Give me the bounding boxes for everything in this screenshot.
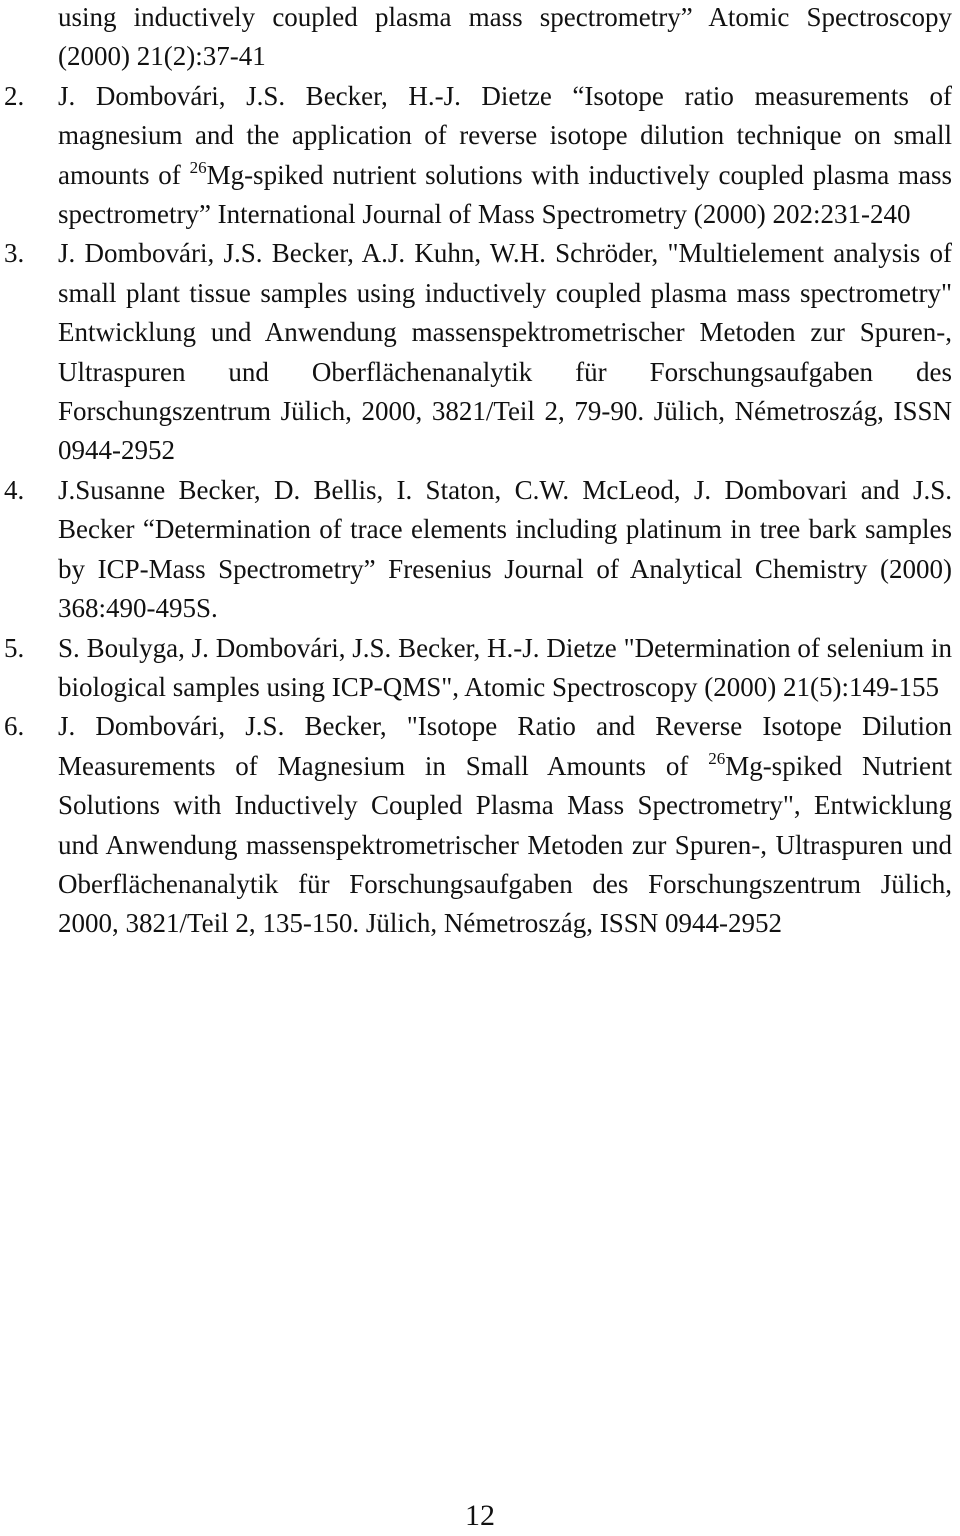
reference-number: 3. <box>4 238 25 269</box>
reference-text-end: Mg-spiked Nutrient Solutions with Inductively Coupled Plasma Mass Spectrometry", Entwicklung und Anwendung massenspektrometrischer Metoden zur Spuren-, Ultraspuren und Oberflächenanalytik für Forschungsaufgaben des Forschungszentrum Jülich, 2000, 3821/Teil 2, 135-150. Jülich, Németroszág, ISSN 0944-2952 <box>58 750 952 939</box>
reference-text-start: J. Dombovári, J.S. Becker, "Isotope Ratio and Reverse Isotope Dilution Measurements of Magnesium in Small Amounts of <box>58 711 952 781</box>
reference-number: 6. <box>4 711 25 742</box>
reference-text: using inductively coupled plasma mass spectrometry” Atomic Spectroscopy (2000) 21(2):37-41 <box>58 2 952 72</box>
reference-number: 5. <box>4 632 25 663</box>
reference-text-end: Mg-spiked nutrient solutions with inductively coupled plasma mass spectrometry” International Journal of Mass Spectrometry (2000) 202:231-240 <box>58 159 952 230</box>
isotope-superscript: 26 <box>708 748 726 768</box>
reference-3 <box>0 234 952 470</box>
reference-number: 2. <box>4 80 25 111</box>
reference-4 <box>0 471 952 629</box>
reference-text: J.Susanne Becker, D. Bellis, I. Staton, C.W. McLeod, J. Dombovari and J.S. Becker “Determination of trace elements including platinum in tree bark samples by ICP-Mass Spectrometry” Fresenius Journal of Analytical Chemistry (2000) 368:490-495S. <box>58 474 952 624</box>
reference-number: 4. <box>4 474 25 505</box>
reference-text: J. Dombovári, J.S. Becker, A.J. Kuhn, W.H. Schröder, "Multielement analysis of small plant tissue samples using inductively coupled plasma mass spectrometry" Entwicklung und Anwendung massenspektrometrischer Metoden zur Spuren-, Ultraspuren und Oberflächenanalytik für Forschungsaufgaben des Forschungszentrum Jülich, 2000, 3821/Teil 2, 79-90. Jülich, Németroszág, ISSN 0944-2952 <box>58 238 952 466</box>
page-number: 12 <box>465 1499 495 1532</box>
reference-6 <box>0 707 952 943</box>
reference-5 <box>0 629 952 708</box>
reference-1-continuation <box>0 0 952 77</box>
reference-text-start: J. Dombovári, J.S. Becker, H.-J. Dietze “Isotope ratio measurements of magnesium and the application of reverse isotope dilution technique on small amounts of <box>58 80 952 190</box>
reference-text: S. Boulyga, J. Dombovári, J.S. Becker, H.-J. Dietze "Determination of selenium in biological samples using ICP-QMS", Atomic Spectroscopy (2000) 21(5):149-155 <box>58 632 952 702</box>
reference-2 <box>0 77 952 235</box>
isotope-superscript: 26 <box>189 157 207 177</box>
